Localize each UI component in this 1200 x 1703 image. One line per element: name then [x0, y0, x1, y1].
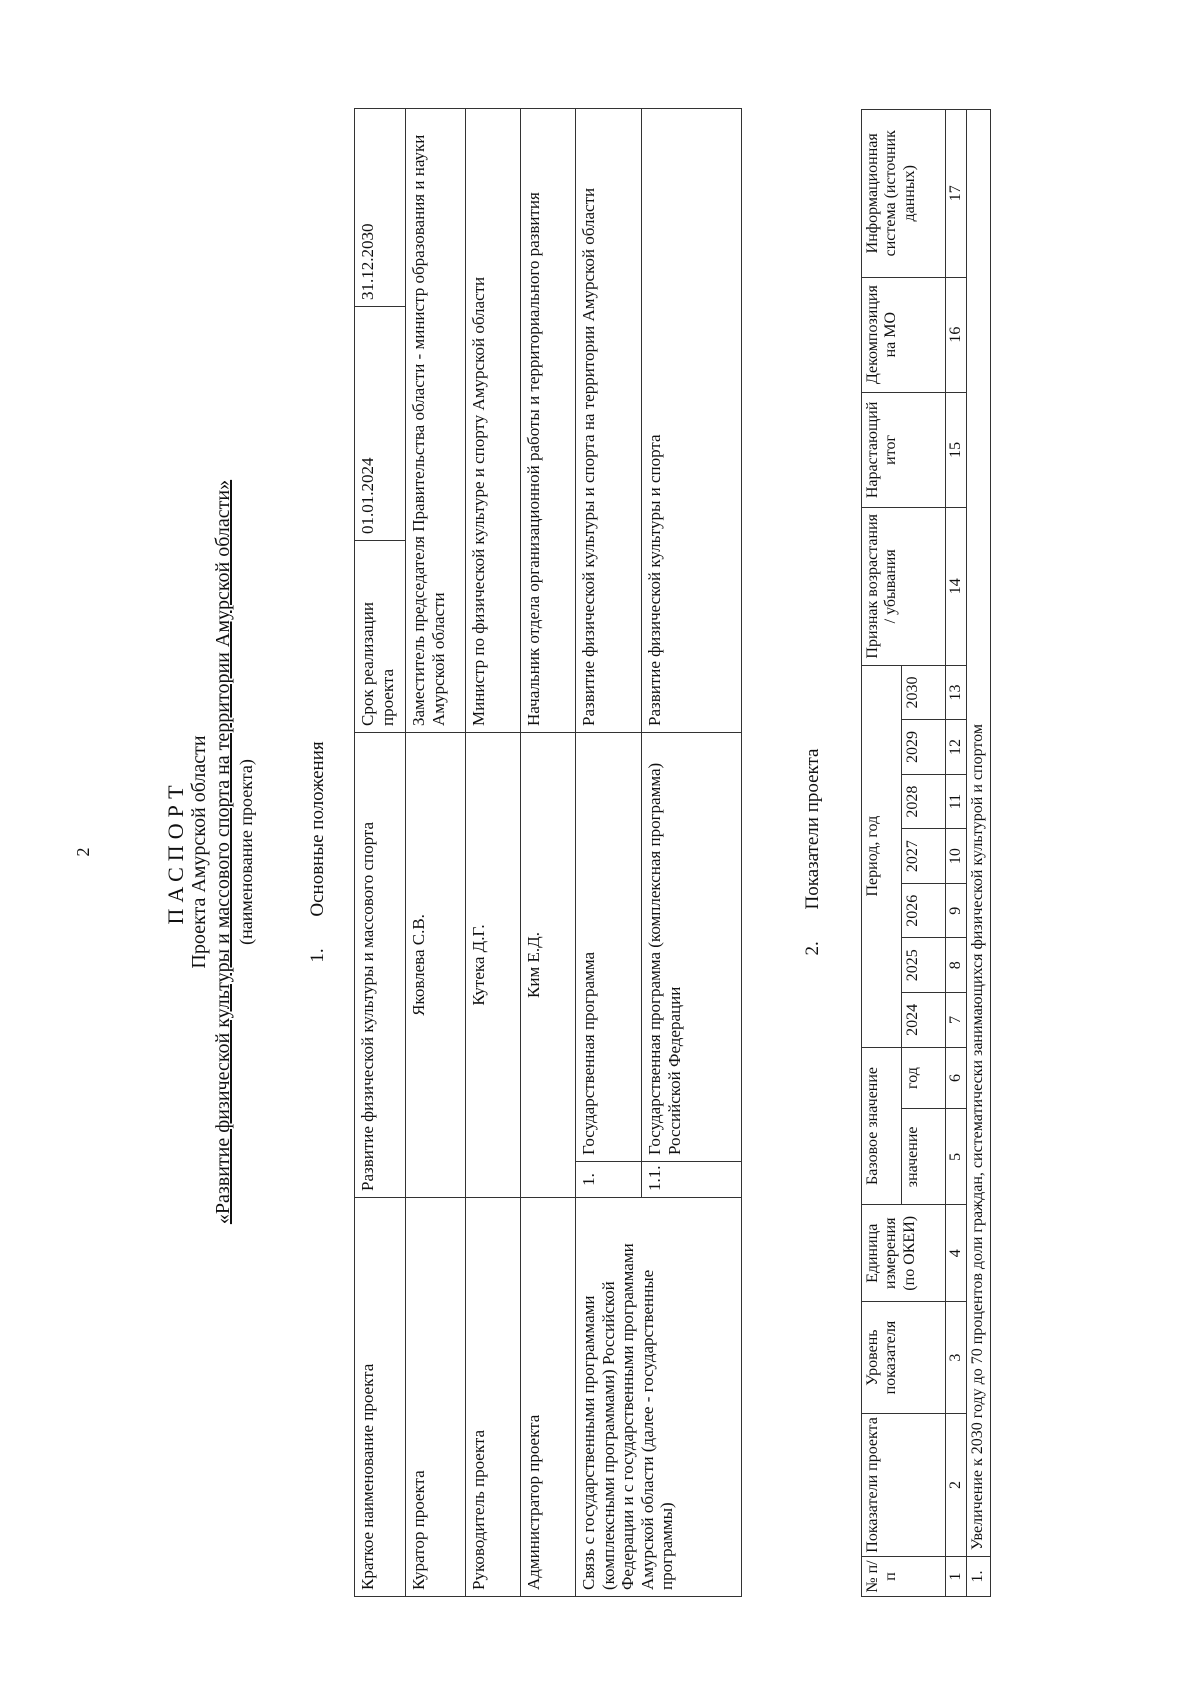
column-number: 2 [946, 1413, 967, 1556]
head-position: Министр по физической культуре и спорту Амурской области [466, 108, 521, 732]
header-base-year: год [902, 1047, 946, 1109]
program-link-2-number: 1.1. [642, 1161, 742, 1197]
header-cumulative: Нарастающий итог [862, 392, 946, 507]
column-number: 12 [946, 719, 967, 774]
column-number: 10 [946, 828, 967, 883]
header-level: Уровень показателя [862, 1301, 946, 1413]
table-row [576, 108, 642, 1596]
program-link-2-value: Развитие физической культуры и спорта [642, 108, 742, 732]
program-link-1-number: 1. [576, 1161, 642, 1197]
column-number: 6 [946, 1047, 967, 1109]
header-year: 2024 [902, 992, 946, 1047]
column-number: 4 [946, 1204, 967, 1301]
table-row [521, 108, 576, 1596]
passport-title: ПАСПОРТ [163, 778, 188, 925]
document-page [45, 27, 1155, 1677]
indicators-table [861, 109, 991, 1597]
header-year: 2029 [902, 719, 946, 774]
section-1-number: 1. [307, 947, 328, 963]
table-row [406, 108, 466, 1596]
column-number: 1 [946, 1556, 967, 1596]
column-number: 8 [946, 937, 967, 992]
header-decomposition: Декомпозиция на МО [862, 277, 946, 392]
curator-name: Яковлева С.В. [406, 732, 466, 1197]
table-row [466, 108, 521, 1596]
program-link-1-type: Государственная программа [576, 732, 642, 1161]
term-label: Срок реализации проекта [355, 540, 406, 732]
short-name-value: Развитие физической культуры и массового спорта [355, 732, 406, 1197]
program-link-1-value: Развитие физической культуры и спорта на территории Амурской области [576, 108, 642, 732]
short-name-label: Краткое наименование проекта [355, 1197, 406, 1596]
curator-label: Куратор проекта [406, 1197, 466, 1596]
header-year: 2025 [902, 937, 946, 992]
column-number: 14 [946, 507, 967, 665]
header-base-value: значение [902, 1108, 946, 1204]
admin-label: Администратор проекта [521, 1197, 576, 1596]
header-indicator: Показатели проекта [862, 1413, 946, 1556]
section-2-number: 2. [802, 940, 823, 955]
program-link-2-type: Государственная программа (комплексная программа) Российской Федерации [642, 732, 742, 1161]
admin-name: Ким Е.Д. [521, 732, 576, 1197]
section-1-title: Основные положения [307, 740, 328, 917]
passport-subtitle: Проекта Амурской области [188, 734, 210, 969]
header-year: 2030 [902, 665, 946, 720]
column-number-row [946, 109, 967, 1596]
page-number: 2 [73, 847, 93, 856]
column-number: 16 [946, 277, 967, 392]
section-1-heading [307, 27, 329, 1677]
header-year: 2026 [902, 883, 946, 938]
column-number: 11 [946, 774, 967, 829]
table-row [355, 108, 406, 1596]
head-label: Руководитель проекта [466, 1197, 521, 1596]
admin-position: Начальник отдела организационной работы и территориального развития [521, 108, 576, 732]
column-number: 13 [946, 665, 967, 720]
term-start: 01.01.2024 [355, 306, 406, 540]
indicator-row-number: 1. [967, 1556, 990, 1596]
header-unit: Единица измерения (по ОКЕИ) [862, 1204, 946, 1301]
header-year: 2028 [902, 774, 946, 829]
program-link-label: Связь с государственными программами (комплексными программами) Российской Федерации и с государственными программами Амурской области (далее - государственные программы) [576, 1197, 742, 1596]
header-base: Базовое значение [862, 1047, 902, 1205]
curator-position: Заместитель председателя Правительства области - министр образования и науки Амурской области [406, 108, 466, 732]
term-end: 31.12.2030 [355, 108, 406, 306]
head-name: Кутека Д.Г. [466, 732, 521, 1197]
column-number: 5 [946, 1108, 967, 1204]
header-year: 2027 [902, 828, 946, 883]
section-2-title: Показатели проекта [802, 748, 823, 909]
project-name-note: (наименование проекта) [236, 758, 256, 945]
header-period: Период, год [862, 665, 902, 1047]
column-number: 9 [946, 883, 967, 938]
header-number: № п/п [862, 1556, 946, 1596]
header-info-system: Информационная система (источник данных) [862, 109, 946, 277]
column-number: 17 [946, 109, 967, 277]
column-number: 7 [946, 992, 967, 1047]
header-trend: Признак возрастания / убывания [862, 507, 946, 665]
table-row [967, 109, 990, 1596]
column-number: 15 [946, 392, 967, 507]
main-provisions-table [354, 108, 742, 1597]
column-number: 3 [946, 1301, 967, 1413]
indicator-goal-text: Увеличение к 2030 году до 70 процентов доли граждан, систематически занимающихся физической культурой и спортом [967, 109, 990, 1556]
section-2-heading [802, 27, 824, 1677]
table-row [862, 109, 902, 1596]
project-name: «Развитие физической культуры и массового спорта на территории Амурской области» [212, 479, 234, 1224]
